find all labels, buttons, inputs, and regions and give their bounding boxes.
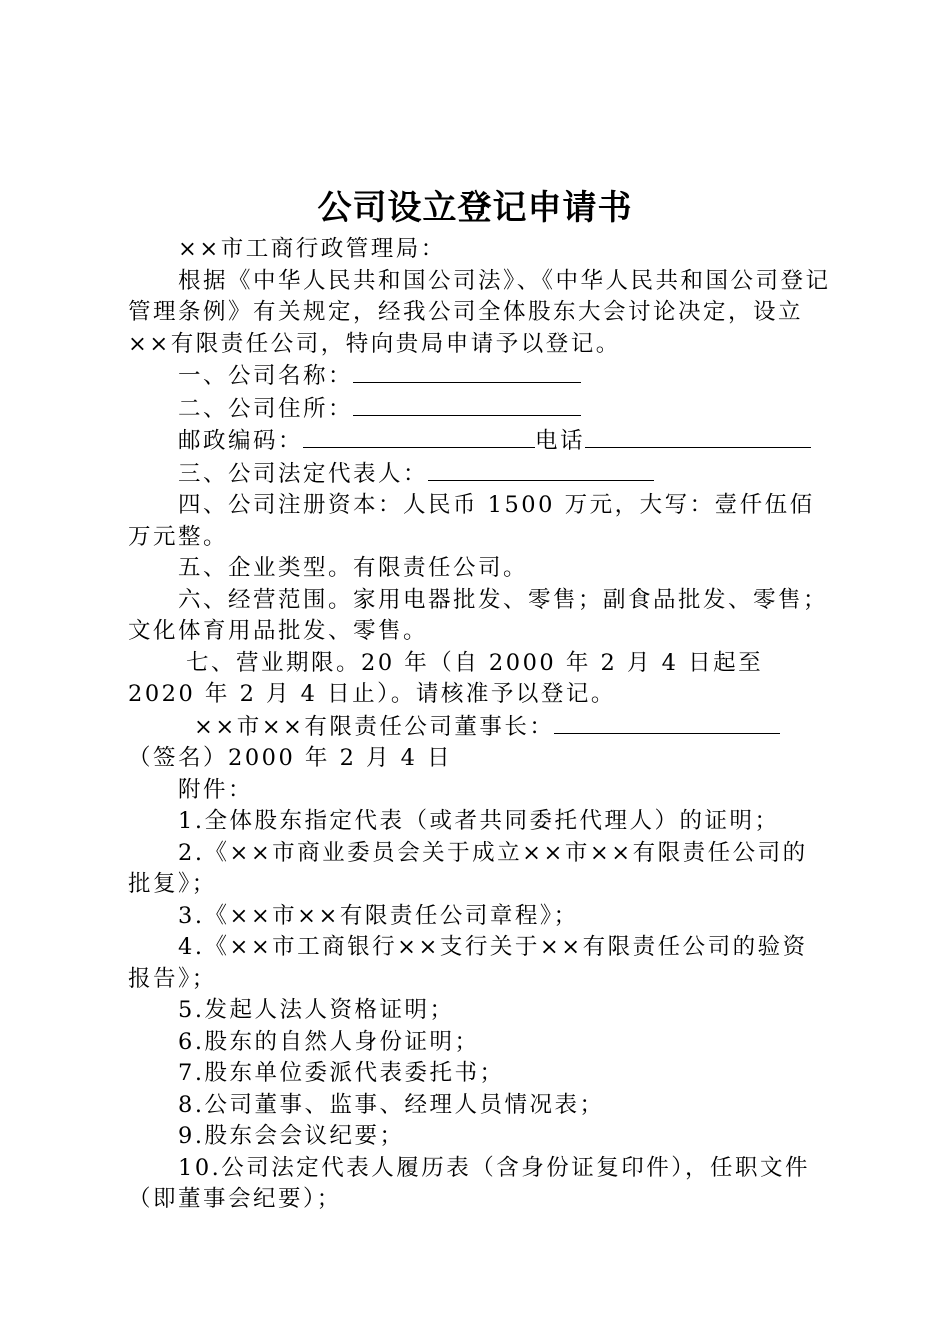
item-legal-representative <box>128 458 832 491</box>
signature-blank <box>554 711 780 734</box>
attachment-item: 5.发起人法人资格证明； <box>178 997 455 1023</box>
legal-representative-blank <box>428 458 654 481</box>
postcode-blank <box>303 425 535 448</box>
item-company-name <box>128 360 832 393</box>
item-postcode-phone <box>128 425 832 458</box>
attachment-item: 8.公司董事、监事、经理人员情况表； <box>178 1091 605 1118</box>
signature-line <box>128 711 832 744</box>
intro-paragraph: 根据《中华人民共和国公司法》、《中华人民共和国公司登记管理条例》有关规定，经我公司全体股东大会讨论决定，设立××有限责任公司，特向贵局申请予以登记。 <box>128 267 831 357</box>
signature-label: ××市××有限责任公司董事长： <box>194 713 555 740</box>
postcode-label: 邮政编码： <box>178 428 304 454</box>
item-business-scope: 六、经营范围。家用电器批发、零售；副食品批发、零售；文化体育用品批发、零售。 <box>128 586 829 644</box>
phone-label: 电话 <box>535 428 586 454</box>
attachment-item: 4.《××市工商银行××支行关于××有限责任公司的验资报告》； <box>128 934 808 992</box>
addressee: ××市工商行政管理局： <box>178 236 446 262</box>
item-company-address <box>128 393 832 426</box>
phone-blank <box>585 425 811 448</box>
attachments-label: 附件： <box>178 776 254 803</box>
company-name-blank <box>353 360 581 383</box>
company-name-label: 一、公司名称： <box>178 363 354 389</box>
attachment-item: 7.股东单位委派代表委托书； <box>178 1060 505 1086</box>
item-business-term: 七、营业期限。20 年（自 2000 年 2 月 4 日起至 2020 年 2 月 4 日止）。请核准予以登记。 <box>128 649 764 707</box>
signature-note: （签名）2000 年 2 月 4 日 <box>128 745 453 771</box>
attachment-item: 9.股东会会议纪要； <box>178 1123 405 1149</box>
attachment-item: 10.公司法定代表人履历表（含身份证复印件），任职文件（即董事会纪要）； <box>128 1154 811 1212</box>
attachment-item: 6.股东的自然人身份证明； <box>178 1028 480 1055</box>
attachment-item: 3.《××市××有限责任公司章程》； <box>178 902 579 929</box>
attachment-item: 2.《××市商业委员会关于成立××市××有限责任公司的批复》； <box>128 839 808 897</box>
company-address-blank <box>353 393 581 416</box>
attachment-item: 1.全体股东指定代表（或者共同委托代理人）的证明； <box>178 808 780 834</box>
item-enterprise-type: 五、企业类型。有限责任公司。 <box>178 555 529 581</box>
legal-representative-label: 三、公司法定代表人： <box>178 460 429 487</box>
company-address-label: 二、公司住所： <box>178 395 354 422</box>
document-body <box>128 234 832 1216</box>
item-registered-capital: 四、公司注册资本：人民币 1500 万元，大写：壹仟伍佰万元整。 <box>128 492 815 550</box>
page-title: 公司设立登记申请书 <box>317 188 633 228</box>
